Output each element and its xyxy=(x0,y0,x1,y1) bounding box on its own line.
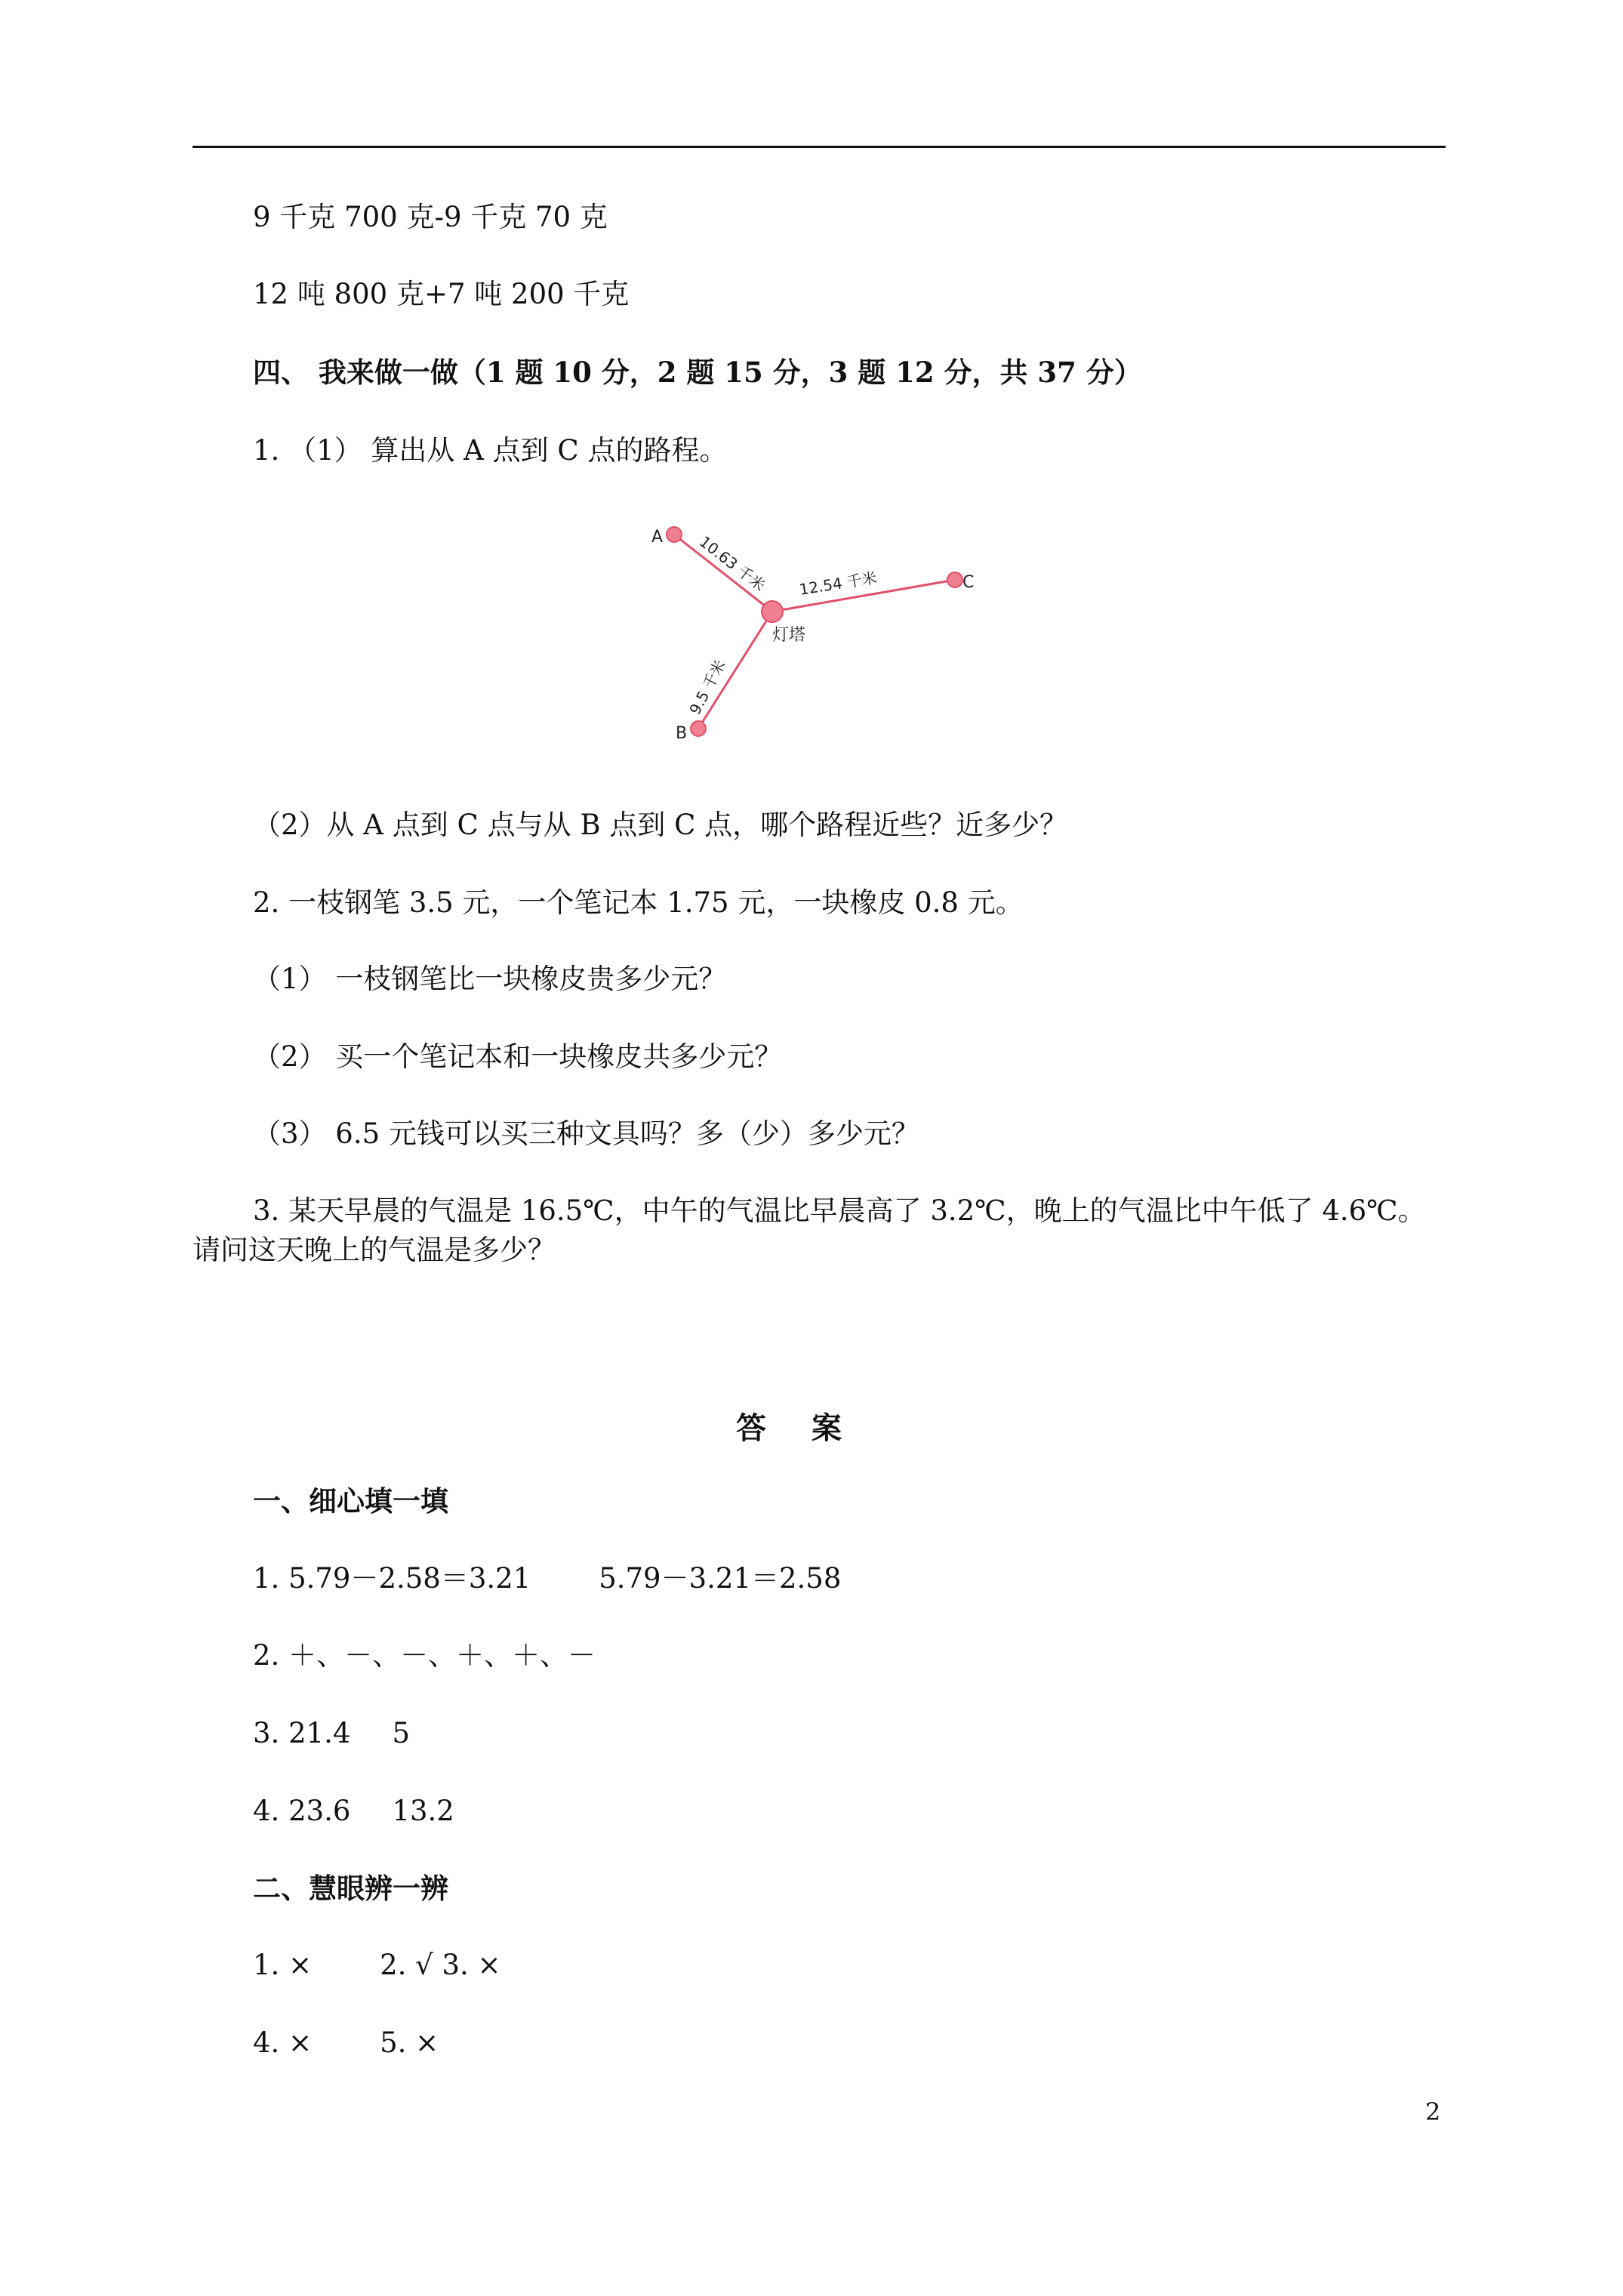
answer-1-2: 2. ＋、－、－、＋、＋、－ xyxy=(253,1639,596,1672)
answer-2-row-1 xyxy=(253,1946,501,1984)
distance-a-label: 10.63 千米 xyxy=(695,532,769,595)
lighthouse-label: 灯塔 xyxy=(772,626,806,645)
section-4-title: 四、 我来做一做（1 题 10 分，2 题 15 分，3 题 12 分，共 37 分） xyxy=(253,356,1142,389)
page-number: 2 xyxy=(1425,2097,1441,2126)
distance-c-label: 12.54 千米 xyxy=(798,569,879,599)
calc-line-2: 12 吨 800 克+7 吨 200 千克 xyxy=(253,278,630,310)
answer-1-1 xyxy=(253,1560,841,1598)
point-a-label: A xyxy=(651,528,664,547)
answers-section-2-title: 二、慧眼辨一辨 xyxy=(253,1872,448,1905)
answers-section-1-title: 一、细心填一填 xyxy=(253,1484,448,1518)
answer-2-4: 5. × xyxy=(380,2026,439,2059)
question-1-part-2: （2）从 A 点到 C 点与从 B 点到 C 点，哪个路程近些？近多少？ xyxy=(253,809,1068,841)
question-2-part-3: （3） 6.5 元钱可以买三种文具吗？多（少）多少元？ xyxy=(253,1117,919,1150)
answer-2-row-2 xyxy=(253,2024,439,2062)
answer-1-1-b: 5.79－3.21＝2.58 xyxy=(599,1562,842,1595)
answer-2-3: 4. × xyxy=(253,2026,313,2059)
question-3: 3. 某天早晨的气温是 16.5℃，中午的气温比早晨高了 3.2℃，晚上的气温比中午低了 4.6℃。请问这天晚上的气温是多少？ xyxy=(192,1194,1426,1266)
lighthouse-route-diagram xyxy=(638,513,1000,755)
answer-1-4-b: 13.2 xyxy=(392,1795,454,1827)
answers-title: 答案 xyxy=(736,1410,887,1446)
point-a-marker xyxy=(667,527,682,542)
question-2-part-2: （2） 买一个笔记本和一块橡皮共多少元？ xyxy=(253,1040,783,1073)
answer-1-4-a: 4. 23.6 xyxy=(253,1795,351,1827)
answer-1-4 xyxy=(253,1792,454,1830)
question-2: 2. 一枝钢笔 3.5 元，一个笔记本 1.75 元，一块橡皮 0.8 元。 xyxy=(253,886,1024,919)
point-b-marker xyxy=(691,721,706,736)
point-c-label: C xyxy=(962,573,975,592)
answer-1-1-a: 1. 5.79－2.58＝3.21 xyxy=(253,1562,531,1595)
calc-line-1: 9 千克 700 克-9 千克 70 克 xyxy=(253,201,608,233)
question-1-part-1: 1. （1） 算出从 A 点到 C 点的路程。 xyxy=(253,434,728,467)
answer-2-1: 1. × xyxy=(253,1949,313,1981)
question-2-part-1: （1） 一枝钢笔比一块橡皮贵多少元？ xyxy=(253,963,727,995)
answer-1-3 xyxy=(253,1715,410,1752)
header-rule xyxy=(192,146,1446,148)
point-c-marker xyxy=(947,572,962,587)
distance-b-label: 9.5 千米 xyxy=(685,657,730,718)
answer-1-3-a: 3. 21.4 xyxy=(253,1717,351,1749)
lighthouse-marker xyxy=(762,601,783,622)
point-b-label: B xyxy=(676,724,688,743)
answer-1-3-b: 5 xyxy=(392,1717,410,1749)
answer-2-2: 2. √ 3. × xyxy=(380,1949,501,1981)
